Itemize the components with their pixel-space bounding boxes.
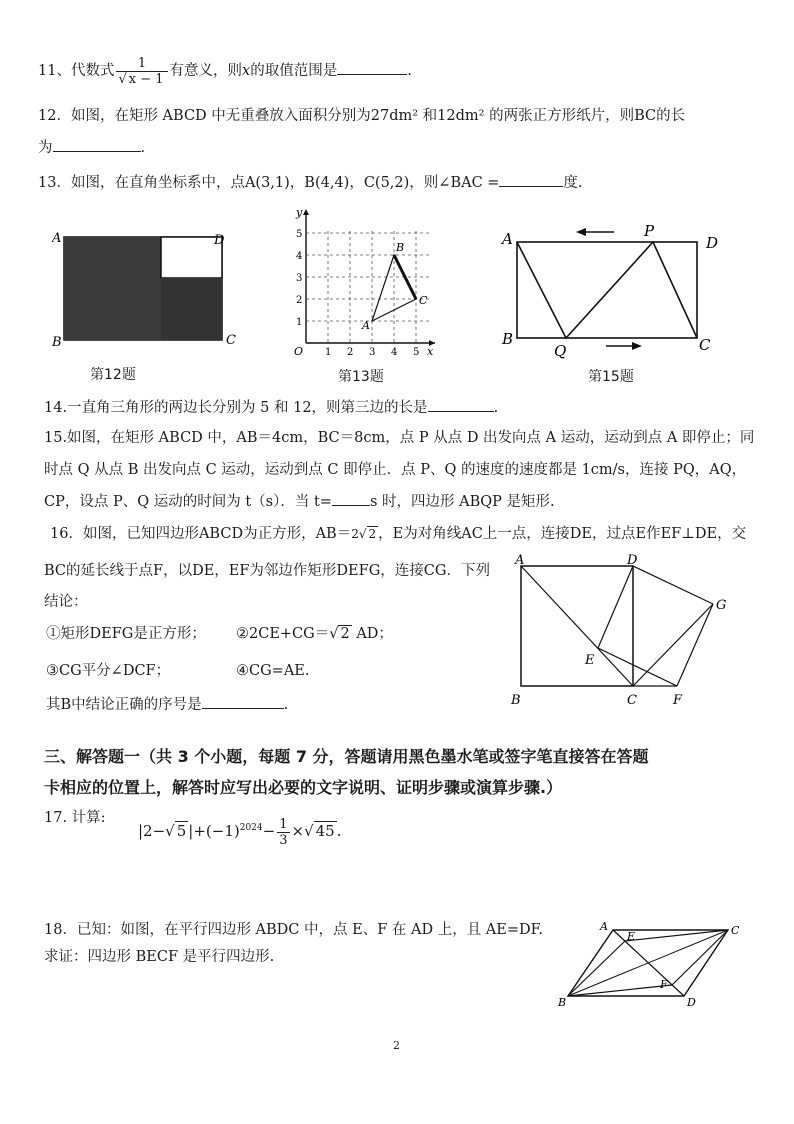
question-14: 14.一直角三角形的两边长分别为 5 和 12，则第三边的长是 . xyxy=(44,397,498,418)
path-aqpc xyxy=(517,242,697,338)
label-F: F xyxy=(673,693,683,708)
label-A: A xyxy=(502,230,513,248)
label-B: B xyxy=(502,330,514,348)
figure-12 xyxy=(52,230,242,350)
label-A: A xyxy=(52,231,62,246)
svg-text:5: 5 xyxy=(296,229,303,240)
label-A: A xyxy=(515,553,525,568)
figure-13 xyxy=(290,203,440,363)
label-P: P xyxy=(644,222,655,240)
segment-cg xyxy=(633,604,713,686)
y-label: y xyxy=(296,206,303,219)
question-16-line3: 结论： xyxy=(44,594,88,610)
square-12 xyxy=(161,278,222,340)
label-B: B xyxy=(558,996,567,1009)
figure-15 xyxy=(496,222,736,362)
segment-dg xyxy=(633,566,713,604)
label-Q: Q xyxy=(554,342,567,360)
origin-label: O xyxy=(294,345,304,358)
question-13: 13．如图，在直角坐标系中，点A(3,1)，B(4,4)，C(5,2)，则∠BAC = 度. xyxy=(38,172,583,193)
label-A: A xyxy=(362,319,370,332)
svg-text:1: 1 xyxy=(296,317,303,328)
label-B: B xyxy=(396,241,405,254)
diagonal-bc xyxy=(568,930,728,996)
question-18-line1: 18．已知：如图，在平行四边形 ABDC 中，点 E、F 在 AD 上，且 AE=DF. xyxy=(44,922,544,938)
label-C: C xyxy=(699,336,711,354)
fraction: $\frac{1}{√ x - 1}$ xyxy=(116,56,167,87)
label-C: C xyxy=(226,333,236,348)
answer-blank xyxy=(53,137,141,152)
segment-be xyxy=(568,941,625,996)
segment-de xyxy=(598,566,633,648)
answer-blank xyxy=(337,60,407,75)
question-16-line1: 16．如图，已知四边形ABCD为正方形，AB＝2√ 2 ，E为对角线AC上一点，连接DE，过点E作EF⊥DE，交 xyxy=(50,526,747,542)
figure-16 xyxy=(505,552,745,712)
label-E: E xyxy=(627,930,636,943)
label-C: C xyxy=(627,693,637,708)
segment-ec xyxy=(625,930,728,941)
question-15-line3: CP，设点 P、Q 运动的时间为 t（s）．当 t= s 时，四边形 ABQP 是矩形. xyxy=(44,491,555,512)
question-17-label: 17. 计算: xyxy=(44,810,106,826)
label-D: D xyxy=(687,996,696,1009)
square-27 xyxy=(64,237,161,340)
label-B: B xyxy=(52,335,62,350)
label-C: C xyxy=(419,294,428,307)
label-B: B xyxy=(511,693,521,708)
caption-13: 第13题 xyxy=(338,369,384,385)
caption-15: 第15题 xyxy=(588,369,634,385)
question-16-answer: 其B中结论正确的序号是 . xyxy=(46,694,288,715)
answer-blank xyxy=(499,172,563,187)
svg-text:5: 5 xyxy=(413,347,420,358)
figure-18 xyxy=(556,918,746,1018)
svg-text:1: 1 xyxy=(325,347,332,358)
question-11: 11、代数式 $\frac{1}{√ x - 1}$ 有意义，则x的取值范围是 . xyxy=(38,55,412,87)
question-12-line2: 为 . xyxy=(38,137,145,158)
segment-bf xyxy=(568,985,672,996)
question-15-line1: 15.如图，在矩形 ABCD 中，AB＝4cm，BC＝8cm，点 P 从点 D 出发向点 A 运动，运动到点 A 即停止；同 xyxy=(44,430,755,446)
rectangle-abcd xyxy=(517,242,697,338)
label-C: C xyxy=(731,924,740,937)
label-D: D xyxy=(706,234,719,252)
svg-text:3: 3 xyxy=(369,347,376,358)
answer-blank xyxy=(428,397,494,412)
svg-text:4: 4 xyxy=(391,347,398,358)
answer-blank xyxy=(332,491,370,506)
conclusion-4: ④CG=AE. xyxy=(236,663,310,679)
label-A: A xyxy=(600,920,608,933)
svg-text:4: 4 xyxy=(296,251,303,262)
label-D: D xyxy=(214,233,225,248)
conclusion-1: ①矩形DEFG是正方形； xyxy=(46,626,206,642)
label-G: G xyxy=(716,598,727,613)
section-3-heading: 三、解答题一（共 3 个小题，每题 7 分，答题请用黑色墨水笔或签字笔直接答在答题 xyxy=(44,747,649,766)
question-17-expression: |2−√ 5 $|+(-1)^{2024}-$ $\frac{1}{3}$ ×√ 45 . xyxy=(138,816,342,848)
label-D: D xyxy=(627,553,638,568)
question-16-line2: BC的延长线于点F，以DE，EF为邻边作矩形DEFG，连接CG．下列 xyxy=(44,563,490,579)
conclusion-3: ③CG平分∠DCF； xyxy=(46,663,171,679)
caption-12: 第12题 xyxy=(90,367,136,383)
answer-blank xyxy=(202,694,284,709)
segment-gf xyxy=(677,604,713,686)
segment-fc xyxy=(672,930,728,985)
label-E: E xyxy=(585,653,595,668)
svg-text:3: 3 xyxy=(296,273,303,284)
empty-region xyxy=(161,237,222,278)
x-label: x xyxy=(427,345,434,358)
label-F: F xyxy=(660,978,668,991)
question-12: 12．如图，在矩形 ABCD 中无重叠放入面积分别为27dm² 和12dm² 的两张正方形纸片，则BC的长 xyxy=(38,108,686,124)
page-number: 2 xyxy=(393,1039,400,1052)
question-15-line2: 时点 Q 从点 B 出发向点 C 运动，运动到点 C 即停止．点 P、Q 的速度的速度都是 1cm/s，连接 PQ，AQ， xyxy=(44,462,747,478)
conclusion-2: ②2CE+CG＝√ 2 AD； xyxy=(236,626,393,642)
diagonal-ac xyxy=(521,566,633,686)
svg-text:2: 2 xyxy=(347,347,354,358)
section-3-heading-line2: 卡相应的位置上，解答时应写出必要的文字说明、证明步骤或演算步骤.） xyxy=(44,778,563,797)
svg-text:2: 2 xyxy=(296,295,303,306)
fraction: $\frac{1}{3}$ xyxy=(279,816,288,848)
question-18-line2: 求证：四边形 BECF 是平行四边形. xyxy=(44,949,275,965)
